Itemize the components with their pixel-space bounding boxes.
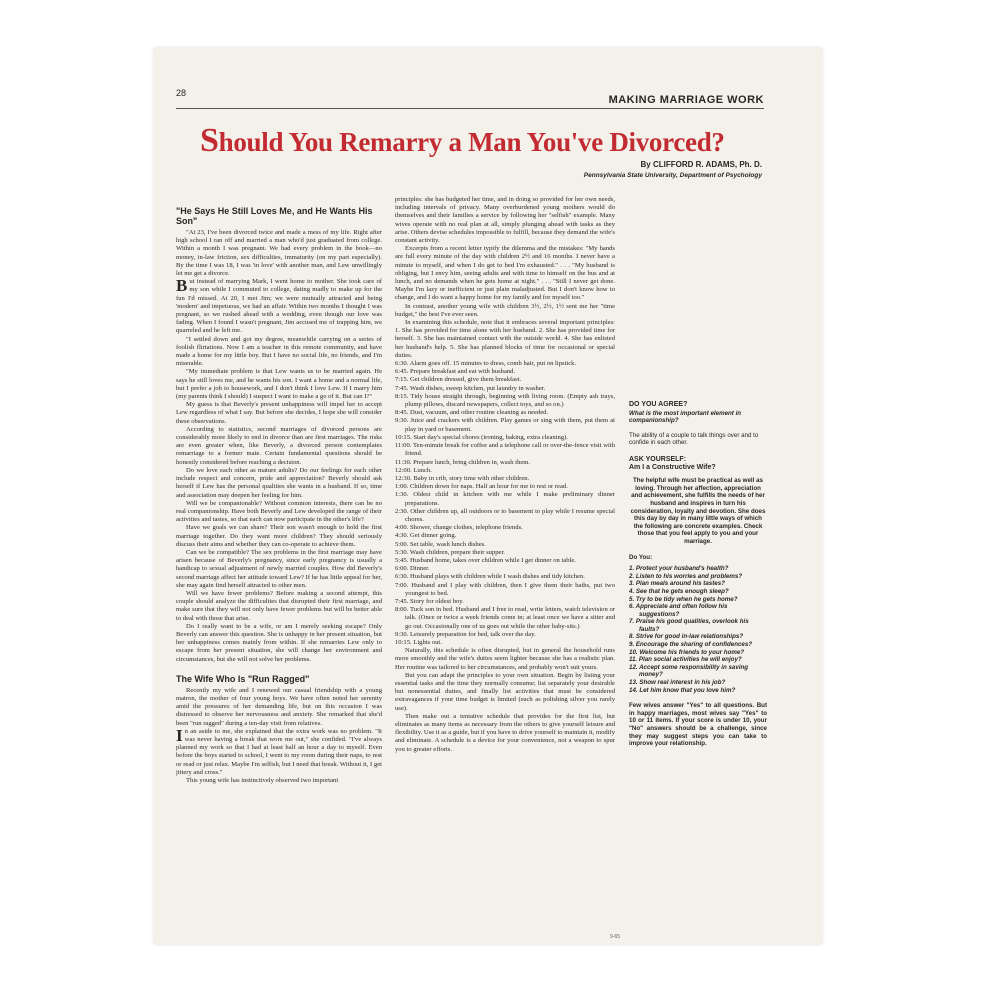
schedule-item: 4:30. Get dinner going.: [395, 532, 457, 540]
author-affiliation: Pennsylvania State University, Department of Psychology: [583, 172, 762, 179]
magazine-page: [154, 48, 822, 944]
quiz-item: 6. Appreciate and often follow his suggestions?: [629, 603, 728, 618]
paragraph: Will we have fewer problems? Before making a second attempt, this couple should analyze the difficulties that disrupted their first marriage, and make sure that they will not only have fewer problems but will be better able to deal with those that arise.: [176, 589, 382, 622]
schedule-item: 6:45. Prepare breakfast and eat with husband.: [395, 368, 516, 376]
quiz-item: 4. See that he gets enough sleep?: [629, 587, 729, 595]
paragraph: "My immediate problem is that Lew wants us to be married again. He says he still loves me, and he wants his son. I want a home and a normal life, but I prefer a job to housework, and I don't think I love Lew. If I marry him (my parents think I should) I suspect I want to make a go of it. But can I?": [176, 368, 382, 401]
ask-yourself-box: [629, 456, 767, 748]
section-label: MAKING MARRIAGE WORK: [608, 94, 764, 106]
schedule-item: 1:30. Oldest child in kitchen with me while I make preliminary dinner preparations.: [395, 491, 615, 507]
schedule-item: 6:30. Alarm goes off. 15 minutes to dress, comb hair, put on lipstick.: [395, 360, 577, 368]
quiz-item: 10. Welcome his friends to your home?: [629, 648, 745, 656]
schedule-item: 11:30. Prepare lunch, bring children in, wash them.: [395, 458, 531, 466]
paragraph: According to statistics, second marriages of divorced persons are considerably more likely to end in divorce than are first marriages. The risks are even greater when, like Beverly, a divorced person contemplates remarriage to a former mate. Certain fundamental questions should be honestly considered before reaching a decision.: [176, 425, 382, 466]
schedule-item: 7:45. Story for oldest boy.: [395, 597, 464, 605]
schedule-item: 8:15. Tidy house straight through, beginning with living room. (Empty ash trays, plump pillows, discard newspapers, collect toys, and so on.): [395, 392, 615, 409]
paragraph: principles: she has budgeted her time, and in doing so provided for her own needs, including intervals of privacy. Many overburdened young mothers would do themselves and their families a service by following her "selfish" example. Many wives operate with no real plan at all, simply plunging ahead with tasks as they arise. Others devise schedules impossible to fulfill, because they demand the wife's constant activity.: [395, 196, 615, 245]
schedule-item: 1:00. Children down for naps. Half an hour for me to rest or read.: [395, 483, 568, 491]
quiz-item: 12. Accept some responsibility in saving money?: [629, 663, 749, 679]
schedule-item: 4:00. Shower, change clothes, telephone friends.: [395, 524, 523, 532]
schedule-item: 5:30. Wash children, prepare their supper.: [395, 548, 505, 556]
paragraph: Naturally, this schedule is often disrupted, but in general the household runs more smoothly and the wife's duties seem lighter because she has a realistic plan. Her routine was tailored to her circumstances, and probably won't suit yours.: [395, 647, 615, 671]
time-budget-schedule: [395, 360, 615, 647]
article-title: [200, 122, 780, 160]
do-you-agree-box: [629, 401, 767, 447]
paragraph: Excerpts from a recent letter typify the dilemma and the mistakes: "My hands are full every minute of the day with children 2½ and 16 months. I never have a minute to myself, and when I do get to bed I'm exhausted." . . . "My husband is obliging, but I envy him, seeing adults and with time to himself on the bus and at lunch, and no demands when he gets home at night." . . . "Still I never get done. Maybe I'm lazy or inefficient or just plain maladjusted. But I don't know how to change, and I do want a happy home for my family and for myself too.": [395, 245, 615, 302]
quiz-item: 3. Plan meals around his tastes?: [629, 580, 725, 588]
schedule-item: 10:15. Lights out.: [395, 638, 442, 646]
footer-code: 9-65: [610, 934, 621, 940]
schedule-item: 6:30. Husband plays with children while I wash dishes and tidy kitchen.: [395, 573, 585, 581]
quiz-item: 1. Protect your husband's health?: [629, 565, 729, 573]
paragraph: "I settled down and got my degree, meanwhile carrying on a series of foolish flirtations. Now I am a teacher in this remote community, and have made a home for my little boy. But I have no social life, no friends, and I'm miserable.: [176, 335, 382, 368]
quiz-item: 2. Listen to his worries and problems?: [629, 572, 743, 580]
schedule-item: 7:45. Wash dishes, sweep kitchen, put laundry in washer.: [395, 384, 546, 392]
schedule-item: 11:00. Ten-minute break for coffee and a telephone call or over-the-fence visit with friend.: [395, 442, 615, 458]
schedule-item: 8:00. Tuck son in bed. Husband and I free to read, write letters, watch television or talk. (Once or twice a week friends come in; at least once we have a sitter and go out. Occasionally one of us goes out while the other baby-sits.): [395, 606, 615, 630]
quiz-item: 11. Plan social activities he will enjoy?: [629, 656, 742, 664]
drop-cap: B: [176, 276, 188, 296]
quiz-list: [629, 565, 767, 694]
schedule-item: 5:00. Set table, wash lunch dishes.: [395, 540, 486, 548]
agree-heading: DO YOU AGREE?: [629, 401, 688, 408]
title-text: hould You Remarry a Man You've Divorced?: [218, 127, 725, 157]
paragraph: Then make out a tentative schedule that provides for the first list, but eliminates as many items as necessary from the others to give yourself leisure and flexibility. Use it as a guide, but if you have to drive yourself to maintain it, modify and eliminate. A schedule is a device for your convenience, not a weapon to spur you to greater efforts.: [395, 712, 615, 753]
schedule-item: 10:15. Start day's special chores (ironing, baking, extra cleaning).: [395, 433, 568, 441]
schedule-item: 12:00. Lunch.: [395, 466, 432, 474]
paragraph: In examining this schedule, note that it embraces several important principles: 1. She has provided for time alone with her husband. 2. She has provided time for herself. 3. She has maintained contact with the outside world. 4. She has enlisted her husband's help. 5. She has planned blocks of time for occasional or special duties.: [395, 319, 615, 359]
page-number: 28: [176, 88, 187, 98]
quiz-item: 7. Praise his good qualities, overlook his faults?: [629, 618, 749, 633]
schedule-item: 9:30. Juice and crackers with children. Play games or sing with them, put them at play in yard or basement.: [395, 417, 615, 433]
paragraph: In an aside to me, she explained that the extra work was no problem. "It was never having a break that wore me out," she confided. "I've always planned my work so that I had at least half an hour a day to myself. Even before the boys started to school, I went to my room during their naps, to rest or read or just relax. Maybe I'm selfish, but I need that break. Without it, I get jittery and cross.": [176, 725, 382, 776]
quiz-item: 5. Try to be tidy when he gets home?: [629, 595, 738, 603]
article-column-1: [176, 206, 382, 944]
header-rule: [176, 108, 764, 109]
paragraph: Can we be compatible? The sex problems in the first marriage may have arisen because of Beverly's pregnancy, since early pregnancy is usually a handicap to sexual adjustment of newly married couples. How did Beverly's second marriage affect her attitude toward Lew? If he has little appeal for her, she may again find herself attracted to other men.: [176, 548, 382, 589]
agree-question: What is the most important element in companionship?: [629, 409, 742, 425]
column-heading-1: "He Says He Still Loves Me, and He Wants His Son": [176, 206, 373, 226]
schedule-item: 7:15. Get children dressed, give them breakfast.: [395, 376, 522, 384]
quiz-closing: Few wives answer "Yes" to all questions. But in happy marriages, most wives say "Yes" to 10 or 11 items. If your score is under 10, your "No" answers should be a challenge, since they may suggest steps you can take to improve your relationship.: [629, 702, 767, 748]
paragraph: But you can adapt the principles to your own situation. Begin by listing your essential tasks and the time they normally consume; list separately your desirable but nonessential duties, and finally list activities that must be considered extravagances if your time budget is limited (such as polishing silver you rarely use).: [395, 671, 615, 712]
schedule-item: 8:45. Dust, vacuum, and other routine cleaning as needed.: [395, 409, 549, 417]
ask-intro: The helpful wife must be practical as well as loving. Through her affection, appreciation and achievement, she fulfills the needs of her husband and inspires in turn his consideration, loyalty and devotion. She does this day by day in many little ways of which the following are concrete examples. Check those that you feel apply to you and your marriage.: [630, 477, 766, 545]
paragraph: This young wife has instinctively observed two important: [186, 777, 339, 784]
schedule-item: 2:30. Other children up, all outdoors or to basement to play while I resume special chores.: [395, 507, 615, 523]
paragraph: "At 23, I've been divorced twice and made a mess of my life. Right after high school I ran off and married a man who'd just graduated from college. Within a month I was pregnant. We had every problem in the book—no money, in-law friction, sex difficulties, immaturity (on my part especially). By the time I was 18, I was 'in love' with another man, and Lew unwillingly let me get a divorce.: [176, 229, 382, 278]
quiz-item: 9. Encourage the sharing of confidences?: [629, 641, 753, 649]
paragraph: But instead of marrying Mark, I went home to mother. She took care of my son while I commuted to college, dating madly to make up for the fun I'd missed. At 20, I met Jim; we were mutually attracted and being 'modern' and impetuous, we had an affair. Within two months I thought I was pregnant, so we rushed ahead with a wedding, even though our love was fading. When I found I wasn't pregnant, Jim accused me of trapping him, we quarreled and he left me.: [176, 276, 382, 335]
ask-heading: ASK YOURSELF:: [629, 456, 687, 463]
schedule-item: 12:30. Baby in crib, story time with other children.: [395, 474, 530, 482]
paragraph: Have we goals we can share? Their son wasn't enough to hold the first marriage together. Do they want more children? They should seriously discuss their aims and whether they can co-operate to achieve them.: [176, 524, 382, 548]
schedule-item: 5:45. Husband home, takes over children while I get dinner on table.: [395, 556, 576, 564]
schedule-item: 9:30. Leisurely preparation for bed, talk over the day.: [395, 630, 536, 638]
do-you-label: Do You:: [629, 553, 653, 561]
schedule-item: 7:00. Husband and I play with children, then I give them their baths, put two youngest to bed.: [395, 581, 615, 597]
paragraph: Do I really want to be a wife, or am I merely seeking escape? Only Beverly can answer this question. She is unhappy in her present situation, but her unhappiness comes mainly from within. If she remarries Lew only to escape from her present situation, she will change her environment and circumstances, but she will not solve her problems.: [176, 622, 382, 663]
ask-title: Am I a Constructive Wife?: [629, 463, 716, 471]
quiz-item: 14. Let him know that you love him?: [629, 686, 736, 694]
paragraph: Recently my wife and I renewed our casual friendship with a young matron, the mother of four young boys. We have often noted her serenity amid the pressures of her demanding life, but on this occasion I was distressed to observe her nervousness and anxiety. She remarked that she'd been "run ragged" during a ten-day visit from relatives.: [176, 686, 382, 727]
paragraph: In contrast, another young wife with children 3½, 2½, 1½ sent me her "time budget," the best I've ever seen.: [395, 302, 615, 318]
byline: By CLIFFORD R. ADAMS, Ph. D.: [640, 160, 762, 169]
quiz-item: 13. Show real interest in his job?: [629, 679, 726, 687]
paragraph: My guess is that Beverly's present unhappiness will impel her to accept Lew regardless of what I say. But before she decides, I hope she will consider these observations.: [176, 401, 382, 425]
article-column-2: [395, 196, 615, 936]
agree-answer: The ability of a couple to talk things over and to confide in each other.: [629, 431, 759, 447]
column-heading-2: The Wife Who Is "Run Ragged": [176, 673, 310, 684]
paragraph: Will we be companionable? Without common interests, there can be no real companionship. Have both Beverly and Lew developed the range of their activities and tastes, so that each can now participate in the other's life?: [176, 499, 382, 524]
drop-cap: I: [176, 725, 183, 745]
title-initial: S: [200, 122, 219, 159]
paragraph: Do we love each other as mature adults? Do our feelings for each other include respect and concern, pride and appreciation? Beverly should ask herself if Lew has the personal qualities she wants in a husband. If so, time and association may deepen her feeling for him.: [176, 466, 382, 499]
quiz-item: 8. Strive for good in-law relationships?: [629, 633, 744, 641]
schedule-item: 6:00. Dinner.: [395, 565, 430, 573]
